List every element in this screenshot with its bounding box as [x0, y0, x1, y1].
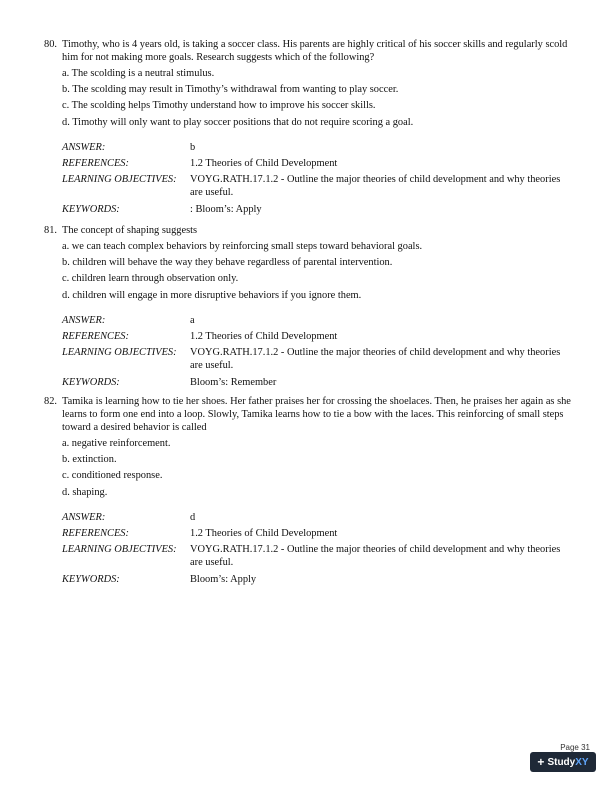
answer-options — [44, 67, 574, 129]
keywords-label: KEYWORDS: — [62, 376, 120, 388]
answer-row — [62, 314, 574, 327]
badge-brand-prefix: Study — [547, 756, 576, 768]
references-value: 1.2 Theories of Child Development — [190, 330, 338, 342]
badge-brand — [547, 757, 588, 768]
learning-objectives-label: LEARNING OBJECTIVES: — [62, 544, 177, 556]
learning-objectives-row — [62, 346, 574, 372]
question-text: The concept of shaping suggests — [62, 225, 198, 236]
page-number: Page 31 — [560, 743, 590, 752]
question-stem — [44, 395, 574, 434]
learning-objectives-label: LEARNING OBJECTIVES: — [62, 347, 177, 359]
option-a: a. The scolding is a neutral stimulus. — [62, 68, 215, 79]
question-82 — [44, 395, 574, 589]
option-c: c. The scolding helps Timothy understand how to improve his soccer skills. — [62, 100, 376, 112]
answer-options — [44, 240, 574, 302]
keywords-row — [62, 203, 574, 216]
question-metadata — [44, 314, 574, 389]
references-label: REFERENCES: — [62, 330, 129, 342]
question-stem — [44, 224, 574, 237]
question-text: Tamika is learning how to tie her shoes. Her father praises her for crossing the shoelaces. Then, he praises her again as she learns to form one end into a loop. Slowly, Tamika learns how to tie a bow with the laces. This reinforcing of small steps toward a desired behavior is called — [62, 396, 571, 433]
keywords-value: Bloom’s: Apply — [190, 573, 257, 585]
answer-label: ANSWER: — [62, 314, 106, 326]
learning-objectives-row — [62, 543, 574, 569]
answer-row — [62, 511, 574, 524]
learning-objectives-value: VOYG.RATH.17.1.2 - Outline the major theories of child development and why theories are useful. — [190, 544, 561, 569]
option-b: b. extinction. — [62, 454, 117, 466]
keywords-value: : Bloom’s: Apply — [190, 203, 262, 215]
keywords-label: KEYWORDS: — [62, 203, 120, 215]
option-b: b. The scolding may result in Timothy’s withdrawal from wanting to play soccer. — [62, 84, 399, 96]
answer-options — [44, 437, 574, 499]
answer-value: b — [190, 141, 196, 153]
learning-objectives-value: VOYG.RATH.17.1.2 - Outline the major theories of child development and why theories are useful. — [190, 347, 561, 372]
option-d: d. shaping. — [62, 486, 108, 498]
question-80 — [44, 38, 574, 219]
question-metadata — [44, 511, 574, 586]
option-b: b. children will behave the way they behave regardless of parental intervention. — [62, 257, 393, 269]
answer-value: a — [190, 314, 195, 326]
answer-label: ANSWER: — [62, 511, 106, 523]
references-label: REFERENCES: — [62, 157, 129, 169]
answer-row — [62, 141, 574, 154]
question-stem — [44, 38, 574, 64]
plus-icon: + — [537, 755, 545, 769]
keywords-row — [62, 573, 574, 586]
option-a: a. we can teach complex behaviors by reinforcing small steps toward behavioral goals. — [62, 241, 423, 252]
option-a: a. negative reinforcement. — [62, 438, 171, 449]
learning-objectives-value: VOYG.RATH.17.1.2 - Outline the major theories of child development and why theories are useful. — [190, 174, 561, 199]
keywords-label: KEYWORDS: — [62, 573, 120, 585]
question-text: Timothy, who is 4 years old, is taking a soccer class. His parents are highly critical of his soccer skills and regularly scold him for not making more goals. Research suggests which of the following? — [62, 39, 568, 63]
references-row — [62, 330, 574, 343]
option-d: d. Timothy will only want to play soccer positions that do not require scoring a goal. — [62, 116, 414, 128]
question-number: 81. — [44, 225, 57, 236]
answer-value: d — [190, 511, 196, 523]
learning-objectives-row — [62, 173, 574, 199]
question-metadata — [44, 141, 574, 216]
option-c: c. children learn through observation only. — [62, 273, 239, 285]
question-81 — [44, 224, 574, 392]
studyxy-badge[interactable] — [530, 752, 596, 772]
references-value: 1.2 Theories of Child Development — [190, 527, 338, 539]
question-number: 82. — [44, 396, 57, 407]
option-d: d. children will engage in more disruptive behaviors if you ignore them. — [62, 289, 362, 301]
question-number: 80. — [44, 39, 57, 50]
keywords-row — [62, 376, 574, 389]
learning-objectives-label: LEARNING OBJECTIVES: — [62, 174, 177, 186]
keywords-value: Bloom’s: Remember — [190, 376, 277, 388]
references-label: REFERENCES: — [62, 527, 129, 539]
references-row — [62, 527, 574, 540]
badge-brand-suffix: XY — [575, 756, 589, 768]
answer-label: ANSWER: — [62, 141, 106, 153]
option-c: c. conditioned response. — [62, 470, 163, 482]
references-row — [62, 157, 574, 170]
references-value: 1.2 Theories of Child Development — [190, 157, 338, 169]
